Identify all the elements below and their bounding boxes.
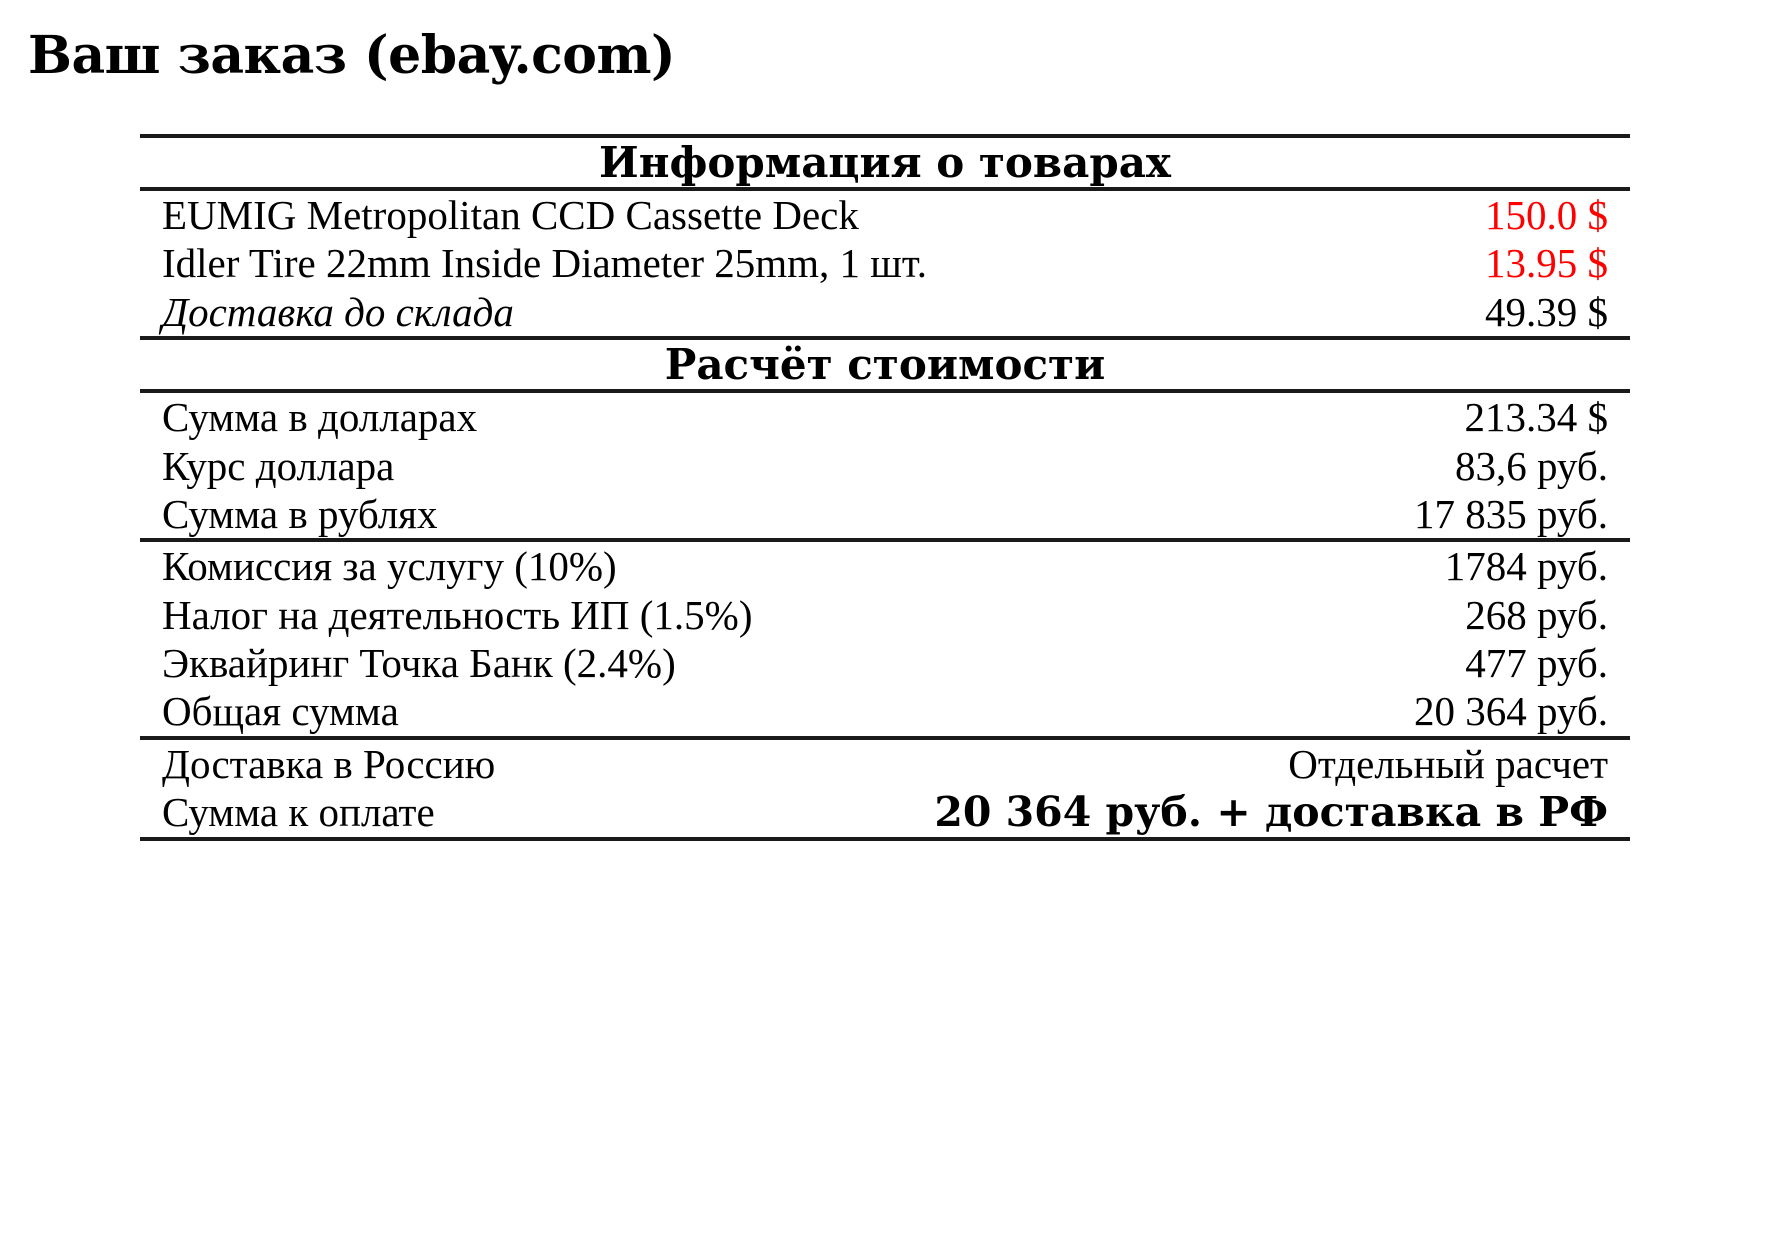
table-row (140, 391, 1630, 441)
item-price: 13.95 $ (1485, 240, 1608, 287)
fee-value: 477 руб. (1465, 640, 1608, 686)
table-row (140, 540, 1630, 590)
item-label: Idler Tire 22mm Inside Diameter 25mm, 1 шт. (162, 240, 927, 287)
section-header-calc: Расчёт стоимости (140, 338, 1630, 391)
total-label: Сумма в долларах (162, 394, 478, 441)
fee-value: 268 руб. (1465, 591, 1608, 638)
item-price: 49.39 $ (931, 288, 1630, 338)
total-value: 17 835 руб. (931, 490, 1630, 540)
table-row (140, 442, 1630, 490)
total-label: Курс доллара (162, 442, 395, 489)
order-table (140, 134, 1630, 841)
table-row (140, 639, 1630, 687)
item-label: Доставка до склада (140, 288, 931, 338)
total-label: Сумма в рублях (140, 490, 931, 540)
fee-label: Эквайринг Точка Банк (2.4%) (162, 640, 676, 686)
section-header-calc-row (140, 338, 1630, 391)
fee-value: 20 364 руб. (931, 687, 1630, 737)
total-value: 83,6 руб. (1454, 442, 1608, 489)
order-table-wrapper (140, 134, 1630, 841)
fee-label: Комиссия за услугу (10%) (162, 543, 617, 590)
item-price: 150.0 $ (1485, 192, 1608, 238)
table-row (140, 591, 1630, 639)
table-row (140, 490, 1630, 540)
total-value: 213.34 $ (1464, 394, 1608, 441)
fee-label: Налог на деятельность ИП (1.5%) (162, 591, 753, 638)
final-label: Сумма к оплате (140, 788, 931, 838)
final-value: Отдельный расчет (1288, 740, 1608, 787)
table-row (140, 687, 1630, 737)
table-row (140, 239, 1630, 287)
final-value: 20 364 руб. + доставка в РФ (931, 788, 1630, 838)
table-row (140, 189, 1630, 239)
final-label: Доставка в Россию (162, 740, 496, 787)
page-title: Ваш заказ (ebay.com) (28, 25, 676, 86)
table-row (140, 738, 1630, 788)
section-header-items-row (140, 136, 1630, 189)
item-label: EUMIG Metropolitan CCD Cassette Deck (162, 192, 859, 238)
section-header-items: Информация о товарах (140, 136, 1630, 189)
table-row (140, 788, 1630, 838)
table-row (140, 288, 1630, 338)
fee-value: 1784 руб. (1444, 543, 1608, 590)
fee-label: Общая сумма (140, 687, 931, 737)
